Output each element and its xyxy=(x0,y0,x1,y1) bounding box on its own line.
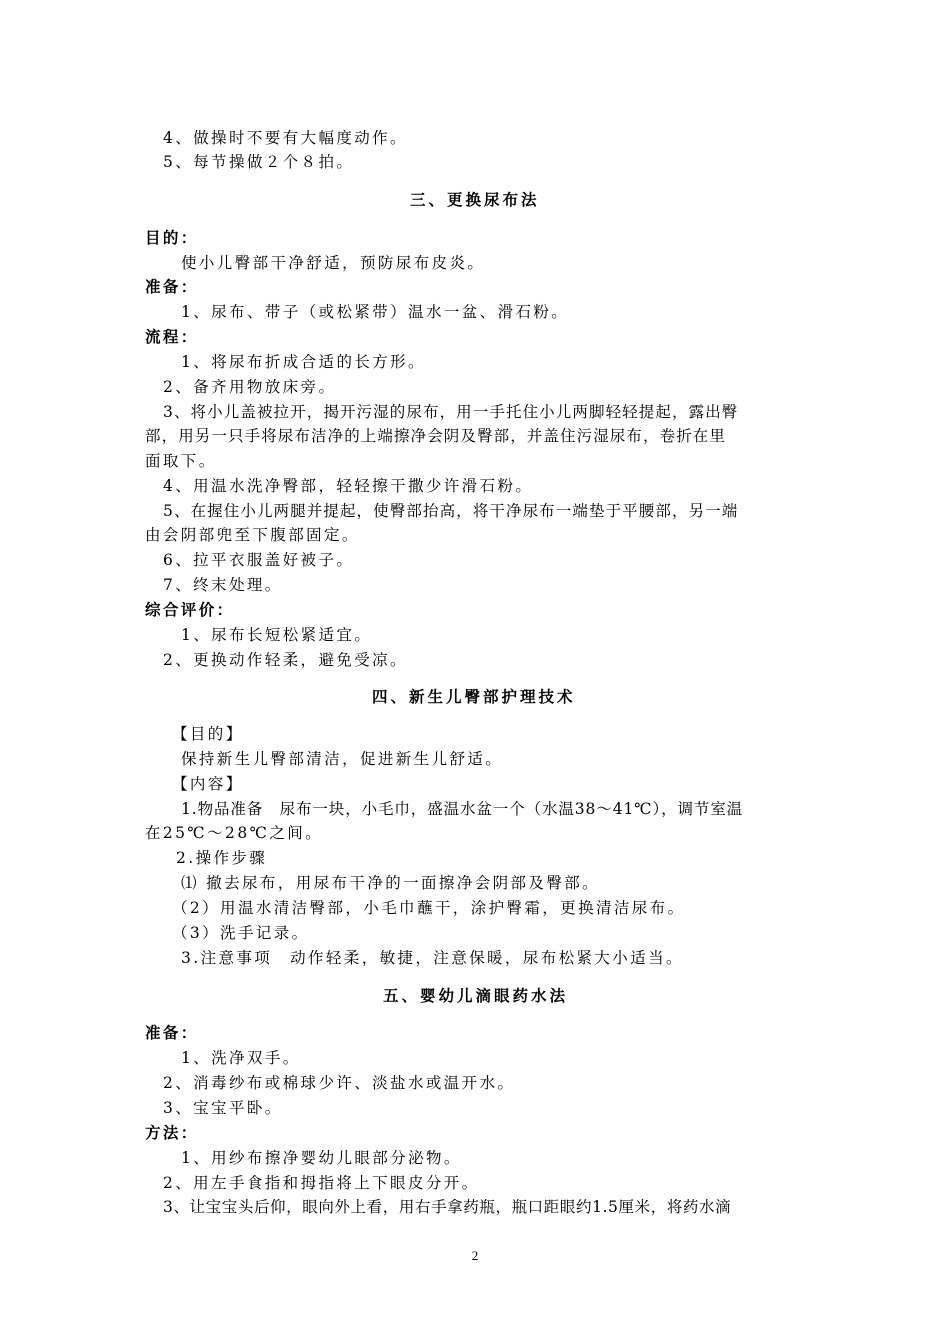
text-line: 1.物品准备 尿布一块，小毛巾，盛温水盆一个（水温38～41℃），调节室温 xyxy=(181,800,744,818)
text-line: 1、尿布长短松紧适宜。 xyxy=(181,626,373,644)
text-line: 4、用温水洗净臀部，轻轻擦干撒少许滑石粉。 xyxy=(163,477,534,495)
text-line: 面取下。 xyxy=(145,452,217,470)
text-line: 7、终末处理。 xyxy=(163,576,283,594)
label-line: 目的： xyxy=(145,228,199,247)
text-line: 在25℃～28℃之间。 xyxy=(145,824,324,842)
text-line: 1、用纱布擦净婴幼儿眼部分泌物。 xyxy=(181,1149,462,1167)
section-heading: 五、婴幼儿滴眼药水法 xyxy=(383,986,569,1005)
text-line: 5、在握住小儿两腿并提起，使臀部抬高，将干净尿布一端垫于平腰部，另一端 xyxy=(163,502,739,520)
section-heading: 三、更换尿布法 xyxy=(410,190,540,209)
text-line: 由会阴部兜至下腹部固定。 xyxy=(145,526,360,544)
label-line: 方法： xyxy=(145,1123,199,1142)
text-line: 部，用另一只手将尿布洁净的上端擦净会阴及臀部，并盖住污湿尿布，卷折在里 xyxy=(145,427,727,445)
text-line: 1、洗净双手。 xyxy=(181,1049,301,1067)
text-line: 3、让宝宝头后仰，眼向外上看，用右手拿药瓶，瓶口距眼约1.5厘米，将药水滴 xyxy=(163,1198,732,1216)
text-line: 3.注意事项 动作轻柔，敏捷，注意保暖，尿布松紧大小适当。 xyxy=(181,949,684,967)
text-line: 1、将尿布折成合适的长方形。 xyxy=(181,353,426,371)
text-line: 2.操作步骤 xyxy=(176,849,268,867)
text-line: 【目的】 xyxy=(172,725,244,743)
text-line: 使小儿臀部干净舒适，预防尿布皮炎。 xyxy=(181,254,486,272)
text-line: ⑴ 撤去尿布，用尿布干净的一面擦净会阴部及臀部。 xyxy=(181,874,601,892)
text-line: 4、做操时不要有大幅度动作。 xyxy=(163,129,408,147)
text-line: 保持新生儿臀部清洁，促进新生儿舒适。 xyxy=(181,750,504,768)
label-line: 综合评价： xyxy=(145,600,235,619)
page-number: 2 xyxy=(471,1248,479,1263)
text-line: 5、每节操做２个８拍。 xyxy=(163,153,355,171)
text-line: 6、拉平衣服盖好被子。 xyxy=(163,551,355,569)
text-line: 1、尿布、带子（或松紧带）温水一盆、滑石粉。 xyxy=(181,303,570,321)
label-line: 准备： xyxy=(145,277,199,296)
label-line: 流程： xyxy=(145,327,199,346)
text-line: 3、将小儿盖被拉开，揭开污湿的尿布，用一手托住小儿两脚轻轻提起，露出臀 xyxy=(163,403,739,421)
text-line: 2、用左手食指和拇指将上下眼皮分开。 xyxy=(163,1174,480,1192)
text-line: （3）洗手记录。 xyxy=(172,924,310,942)
text-line: 【内容】 xyxy=(172,775,244,793)
text-line: （2）用温水清洁臀部，小毛巾蘸干，涂护臀霜，更换清洁尿布。 xyxy=(172,899,686,917)
text-line: 3、宝宝平卧。 xyxy=(163,1099,283,1117)
label-line: 准备： xyxy=(145,1023,199,1042)
section-heading: 四、新生儿臀部护理技术 xyxy=(372,687,576,706)
text-line: 2、备齐用物放床旁。 xyxy=(163,378,337,396)
text-line: 2、消毒纱布或棉球少许、淡盐水或温开水。 xyxy=(163,1074,516,1092)
text-line: 2、更换动作轻柔，避免受凉。 xyxy=(163,651,408,669)
